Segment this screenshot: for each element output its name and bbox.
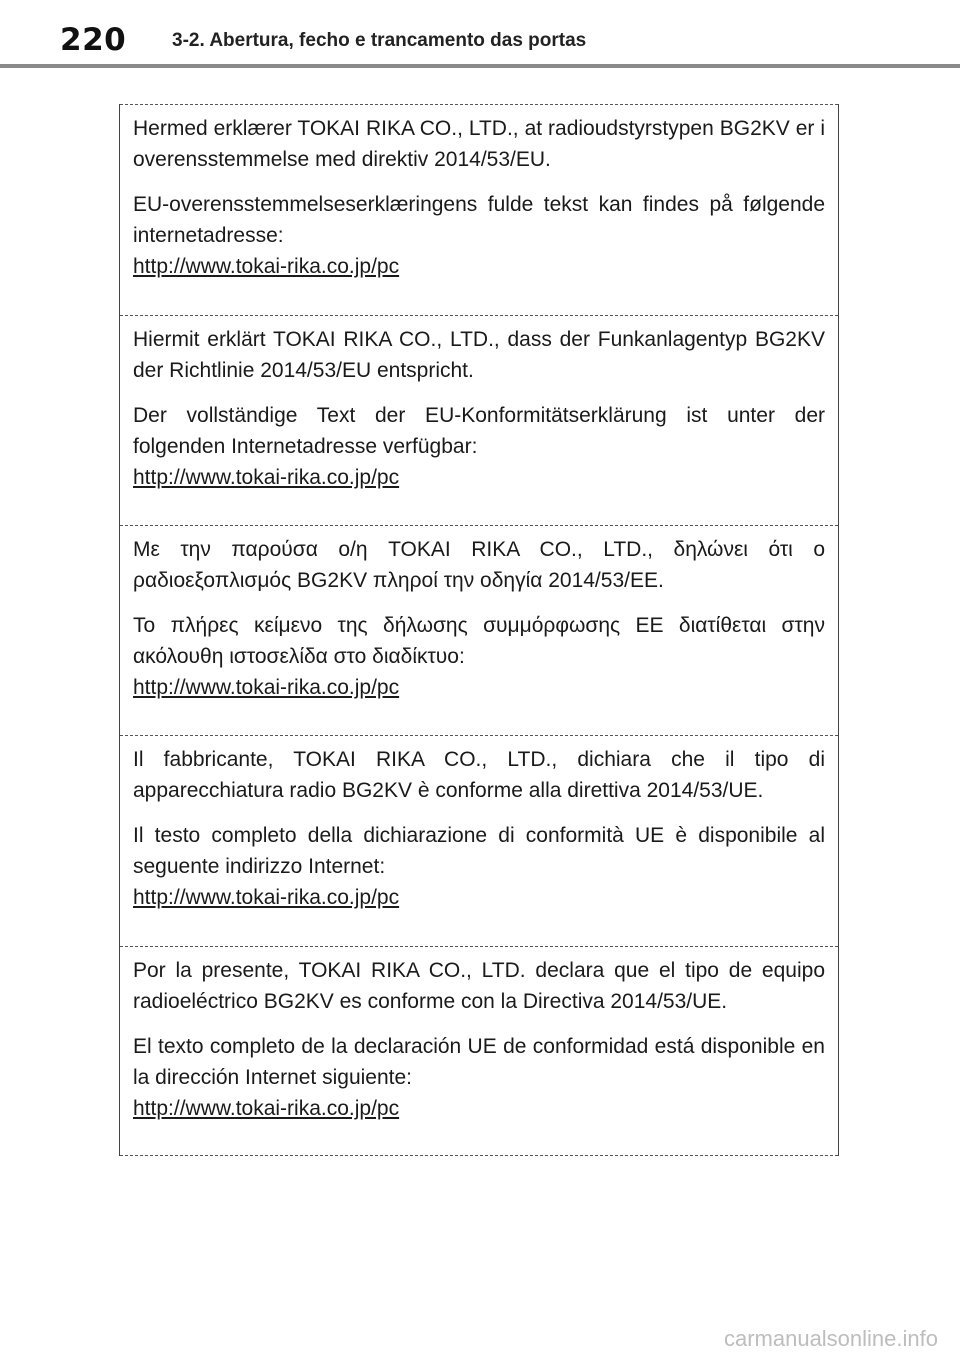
- declaration-availability: Der vollständige Text der EU-Konformitätserklärung ist unter der folgenden Internetadresse verfügbar:: [133, 404, 825, 458]
- watermark-text: carmanualsonline.info: [723, 1326, 938, 1351]
- declaration-url-link[interactable]: http://www.tokai-rika.co.jp/pc: [133, 1097, 400, 1120]
- declaration-statement: Il fabbricante, TOKAI RIKA CO., LTD., dichiara che il tipo di apparecchiatura radio BG2KV è conforme alla direttiva 2014/53/UE.: [133, 748, 825, 802]
- declaration-danish: [120, 104, 838, 315]
- header-divider: [0, 64, 960, 68]
- declaration-url-link[interactable]: http://www.tokai-rika.co.jp/pc: [133, 676, 400, 699]
- page-number: 220: [60, 22, 127, 58]
- declaration-availability: Il testo completo della dichiarazione di conformità UE è disponibile al seguente indirizzo Internet:: [133, 824, 825, 878]
- declaration-spanish: [120, 946, 838, 1156]
- declaration-statement: Hermed erklærer TOKAI RIKA CO., LTD., at radioudstyrstypen BG2KV er i overensstemmelse med direktiv 2014/53/EU.: [133, 117, 825, 171]
- declaration-box: [119, 104, 839, 1156]
- declaration-statement: Por la presente, TOKAI RIKA CO., LTD. declara que el tipo de equipo radioeléctrico BG2KV es conforme con la Directiva 2014/53/UE.: [133, 959, 825, 1013]
- declaration-availability: EU-overensstemmelseserklæringens fulde tekst kan findes på følgende internetadresse:: [133, 193, 825, 247]
- declaration-url-link[interactable]: http://www.tokai-rika.co.jp/pc: [133, 886, 400, 909]
- section-title: 3-2. Abertura, fecho e trancamento das portas: [172, 30, 587, 51]
- declaration-german: [120, 315, 838, 526]
- page-header: [0, 0, 960, 68]
- declaration-statement: Hiermit erklärt TOKAI RIKA CO., LTD., dass der Funkanlagentyp BG2KV der Richtlinie 2014/53/EU entspricht.: [133, 328, 825, 382]
- declaration-greek: [120, 525, 838, 736]
- declaration-url-link[interactable]: http://www.tokai-rika.co.jp/pc: [133, 466, 400, 489]
- declaration-url-link[interactable]: http://www.tokai-rika.co.jp/pc: [133, 255, 400, 278]
- declaration-statement: Με την παρούσα ο/η TOKAI RIKA CO., LTD., δηλώνει ότι ο ραδιοεξοπλισμός BG2KV πληροί την οδηγία 2014/53/EE.: [133, 538, 825, 592]
- declaration-italian: [120, 735, 838, 946]
- declaration-availability: Το πλήρες κείμενο της δήλωσης συμμόρφωσης ΕΕ διατίθεται στην ακόλουθη ιστοσελίδα στο διαδίκτυο:: [133, 614, 825, 668]
- declaration-availability: El texto completo de la declaración UE de conformidad está disponible en la dirección Internet siguiente:: [133, 1035, 825, 1089]
